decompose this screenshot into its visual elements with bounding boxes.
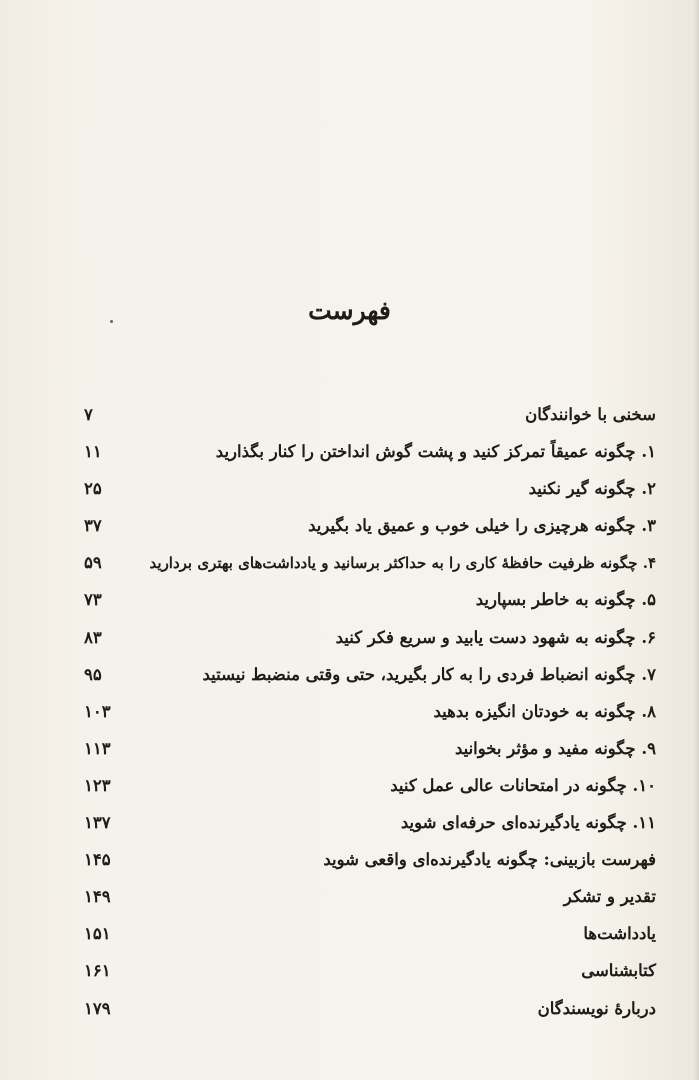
toc-entry-page: ۱۱۳ — [84, 738, 111, 758]
toc-entry-chapter-7 — [84, 660, 656, 697]
toc-entry-title: ۷. چگونه انضباط فردی را به کار بگیرید، حتی وقتی منضبط نیستید — [202, 664, 656, 684]
toc-entry-readers-note — [84, 400, 656, 437]
toc-entry-page: ۲۵ — [84, 479, 102, 499]
toc-entry-title: ۳. چگونه هرچیزی را خیلی خوب و عمیق یاد بگیرید — [308, 516, 656, 536]
toc-entry-title: ۲. چگونه گیر نکنید — [528, 479, 656, 499]
toc-entry-page: ۹۵ — [84, 664, 102, 684]
toc-entry-page: ۱۴۵ — [84, 850, 111, 870]
toc-entry-title: تقدیر و تشکر — [563, 887, 656, 907]
toc-entry-bibliography — [84, 956, 656, 993]
toc-entry-chapter-8 — [84, 697, 656, 734]
toc-entry-chapter-6 — [84, 623, 656, 660]
spine-shadow — [693, 0, 699, 1080]
toc-entry-chapter-1 — [84, 437, 656, 474]
toc-entry-checklist — [84, 845, 656, 882]
toc-entry-page: ۱۵۱ — [84, 924, 111, 944]
toc-entry-notes — [84, 919, 656, 956]
toc-entry-page: ۷ — [84, 405, 93, 424]
toc-entry-page: ۷۳ — [84, 590, 102, 610]
toc-entry-title: ۱. چگونه عمیقاً تمرکز کنید و پشت گوش انداختن را کنار بگذارید — [215, 442, 656, 462]
toc-entry-title: ۱۱. چگونه یادگیرنده‌ای حرفه‌ای شوید — [400, 813, 656, 833]
toc-entry-page: ۱۱ — [84, 442, 102, 462]
toc-entry-chapter-10 — [84, 771, 656, 808]
toc-entry-chapter-5 — [84, 585, 656, 622]
toc-entry-chapter-9 — [84, 734, 656, 771]
page-title: فهرست — [308, 296, 391, 325]
table-of-contents — [84, 400, 656, 1031]
toc-entry-chapter-11 — [84, 808, 656, 845]
toc-entry-title: ۵. چگونه به خاطر بسپارید — [475, 590, 656, 610]
toc-entry-page: ۱۰۳ — [84, 701, 111, 721]
toc-entry-title: ۶. چگونه به شهود دست یابید و سریع فکر کنید — [335, 627, 656, 647]
toc-entry-title: کتابشناسی — [581, 961, 656, 981]
toc-entry-page: ۱۴۹ — [84, 887, 111, 907]
toc-entry-title: یادداشت‌ها — [583, 924, 656, 944]
toc-entry-about-authors — [84, 994, 656, 1031]
toc-entry-chapter-4 — [84, 548, 656, 585]
toc-entry-title: ۹. چگونه مفید و مؤثر بخوانید — [454, 738, 656, 758]
toc-entry-page: ۱۷۹ — [84, 998, 111, 1018]
toc-entry-page: ۱۳۷ — [84, 813, 111, 833]
toc-entry-title: فهرست بازبینی: چگونه یادگیرنده‌ای واقعی شوید — [323, 850, 656, 870]
toc-entry-title: ۴. چگونه ظرفیت حافظهٔ کاری را به حداکثر برسانید و یادداشت‌های بهتری بردارید — [149, 554, 656, 573]
toc-entry-acknowledgements — [84, 882, 656, 919]
toc-entry-title: ۱۰. چگونه در امتحانات عالی عمل کنید — [390, 775, 656, 795]
toc-entry-chapter-3 — [84, 511, 656, 548]
toc-entry-chapter-2 — [84, 474, 656, 511]
toc-entry-page: ۱۲۳ — [84, 775, 111, 795]
toc-entry-page: ۱۶۱ — [84, 961, 111, 981]
toc-entry-title: دربارهٔ نویسندگان — [537, 998, 656, 1018]
toc-entry-page: ۳۷ — [84, 516, 102, 536]
toc-entry-page: ۸۳ — [84, 627, 102, 647]
toc-entry-title: ۸. چگونه به خودتان انگیزه بدهید — [433, 701, 656, 721]
ink-speck — [110, 320, 113, 323]
toc-entry-page: ۵۹ — [84, 553, 102, 573]
toc-entry-title: سخنی با خوانندگان — [525, 405, 656, 424]
